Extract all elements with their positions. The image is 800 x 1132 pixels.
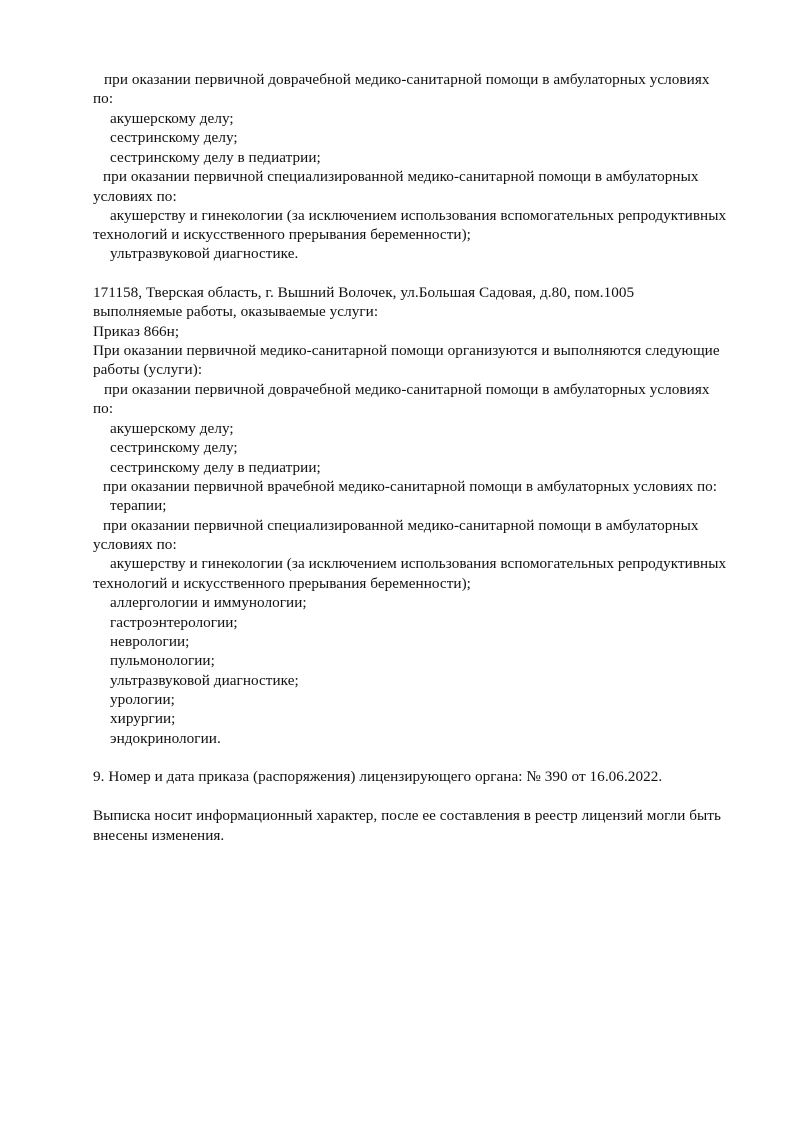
list-item: сестринскому делу в педиатрии; (110, 149, 321, 166)
list-item: сестринскому делу; (110, 439, 238, 456)
text-line: работы (услуги): (93, 361, 203, 378)
disclaimer-line: Выписка носит информационный характер, после ее составления в реестр лицензий могли быть (93, 807, 721, 824)
list-item: акушерству и гинекологии (за исключением использования вспомогательных репродуктивных (110, 555, 727, 572)
order-number-line: 9. Номер и дата приказа (распоряжения) лицензирующего органа: № 390 от 16.06.2022. (93, 768, 663, 785)
text-line: технологий и искусственного прерывания беременности); (93, 575, 471, 592)
text-line: при оказании первичной специализированной медико-санитарной помощи в амбулаторных (103, 168, 699, 185)
text-line: по: (93, 90, 114, 107)
list-item: акушерству и гинекологии (за исключением использования вспомогательных репродуктивных (110, 207, 727, 224)
list-item: неврологии; (110, 633, 190, 650)
text-line: при оказании первичной врачебной медико-санитарной помощи в амбулаторных условиях по: (103, 478, 718, 495)
list-item: ультразвуковой диагностике. (110, 245, 299, 262)
list-item: ультразвуковой диагностике; (110, 672, 299, 689)
list-item: хирургии; (110, 710, 176, 727)
list-item: аллергологии и иммунологии; (110, 594, 307, 611)
disclaimer-line: внесены изменения. (93, 827, 225, 844)
text-line: выполняемые работы, оказываемые услуги: (93, 303, 379, 320)
list-item: пульмонологии; (110, 652, 215, 669)
text-line: по: (93, 400, 114, 417)
text-line: При оказании первичной медико-санитарной помощи организуются и выполняются следующие (93, 342, 720, 359)
text-line: при оказании первичной доврачебной медико-санитарной помощи в амбулаторных условиях (104, 381, 710, 398)
list-item: акушерскому делу; (110, 110, 234, 127)
list-item: урологии; (110, 691, 175, 708)
text-line: Приказ 866н; (93, 323, 180, 340)
list-item: сестринскому делу в педиатрии; (110, 459, 321, 476)
text-line: при оказании первичной доврачебной медико-санитарной помощи в амбулаторных условиях (104, 71, 710, 88)
list-item: акушерскому делу; (110, 420, 234, 437)
text-line: условиях по: (93, 536, 177, 553)
list-item: терапии; (110, 497, 167, 514)
list-item: сестринскому делу; (110, 129, 238, 146)
list-item: эндокринологии. (110, 730, 221, 747)
list-item: гастроэнтерологии; (110, 614, 238, 631)
text-line: при оказании первичной специализированной медико-санитарной помощи в амбулаторных (103, 517, 699, 534)
address-line: 171158, Тверская область, г. Вышний Волочек, ул.Большая Садовая, д.80, пом.1005 (93, 284, 635, 301)
text-line: условиях по: (93, 188, 177, 205)
text-line: технологий и искусственного прерывания беременности); (93, 226, 471, 243)
